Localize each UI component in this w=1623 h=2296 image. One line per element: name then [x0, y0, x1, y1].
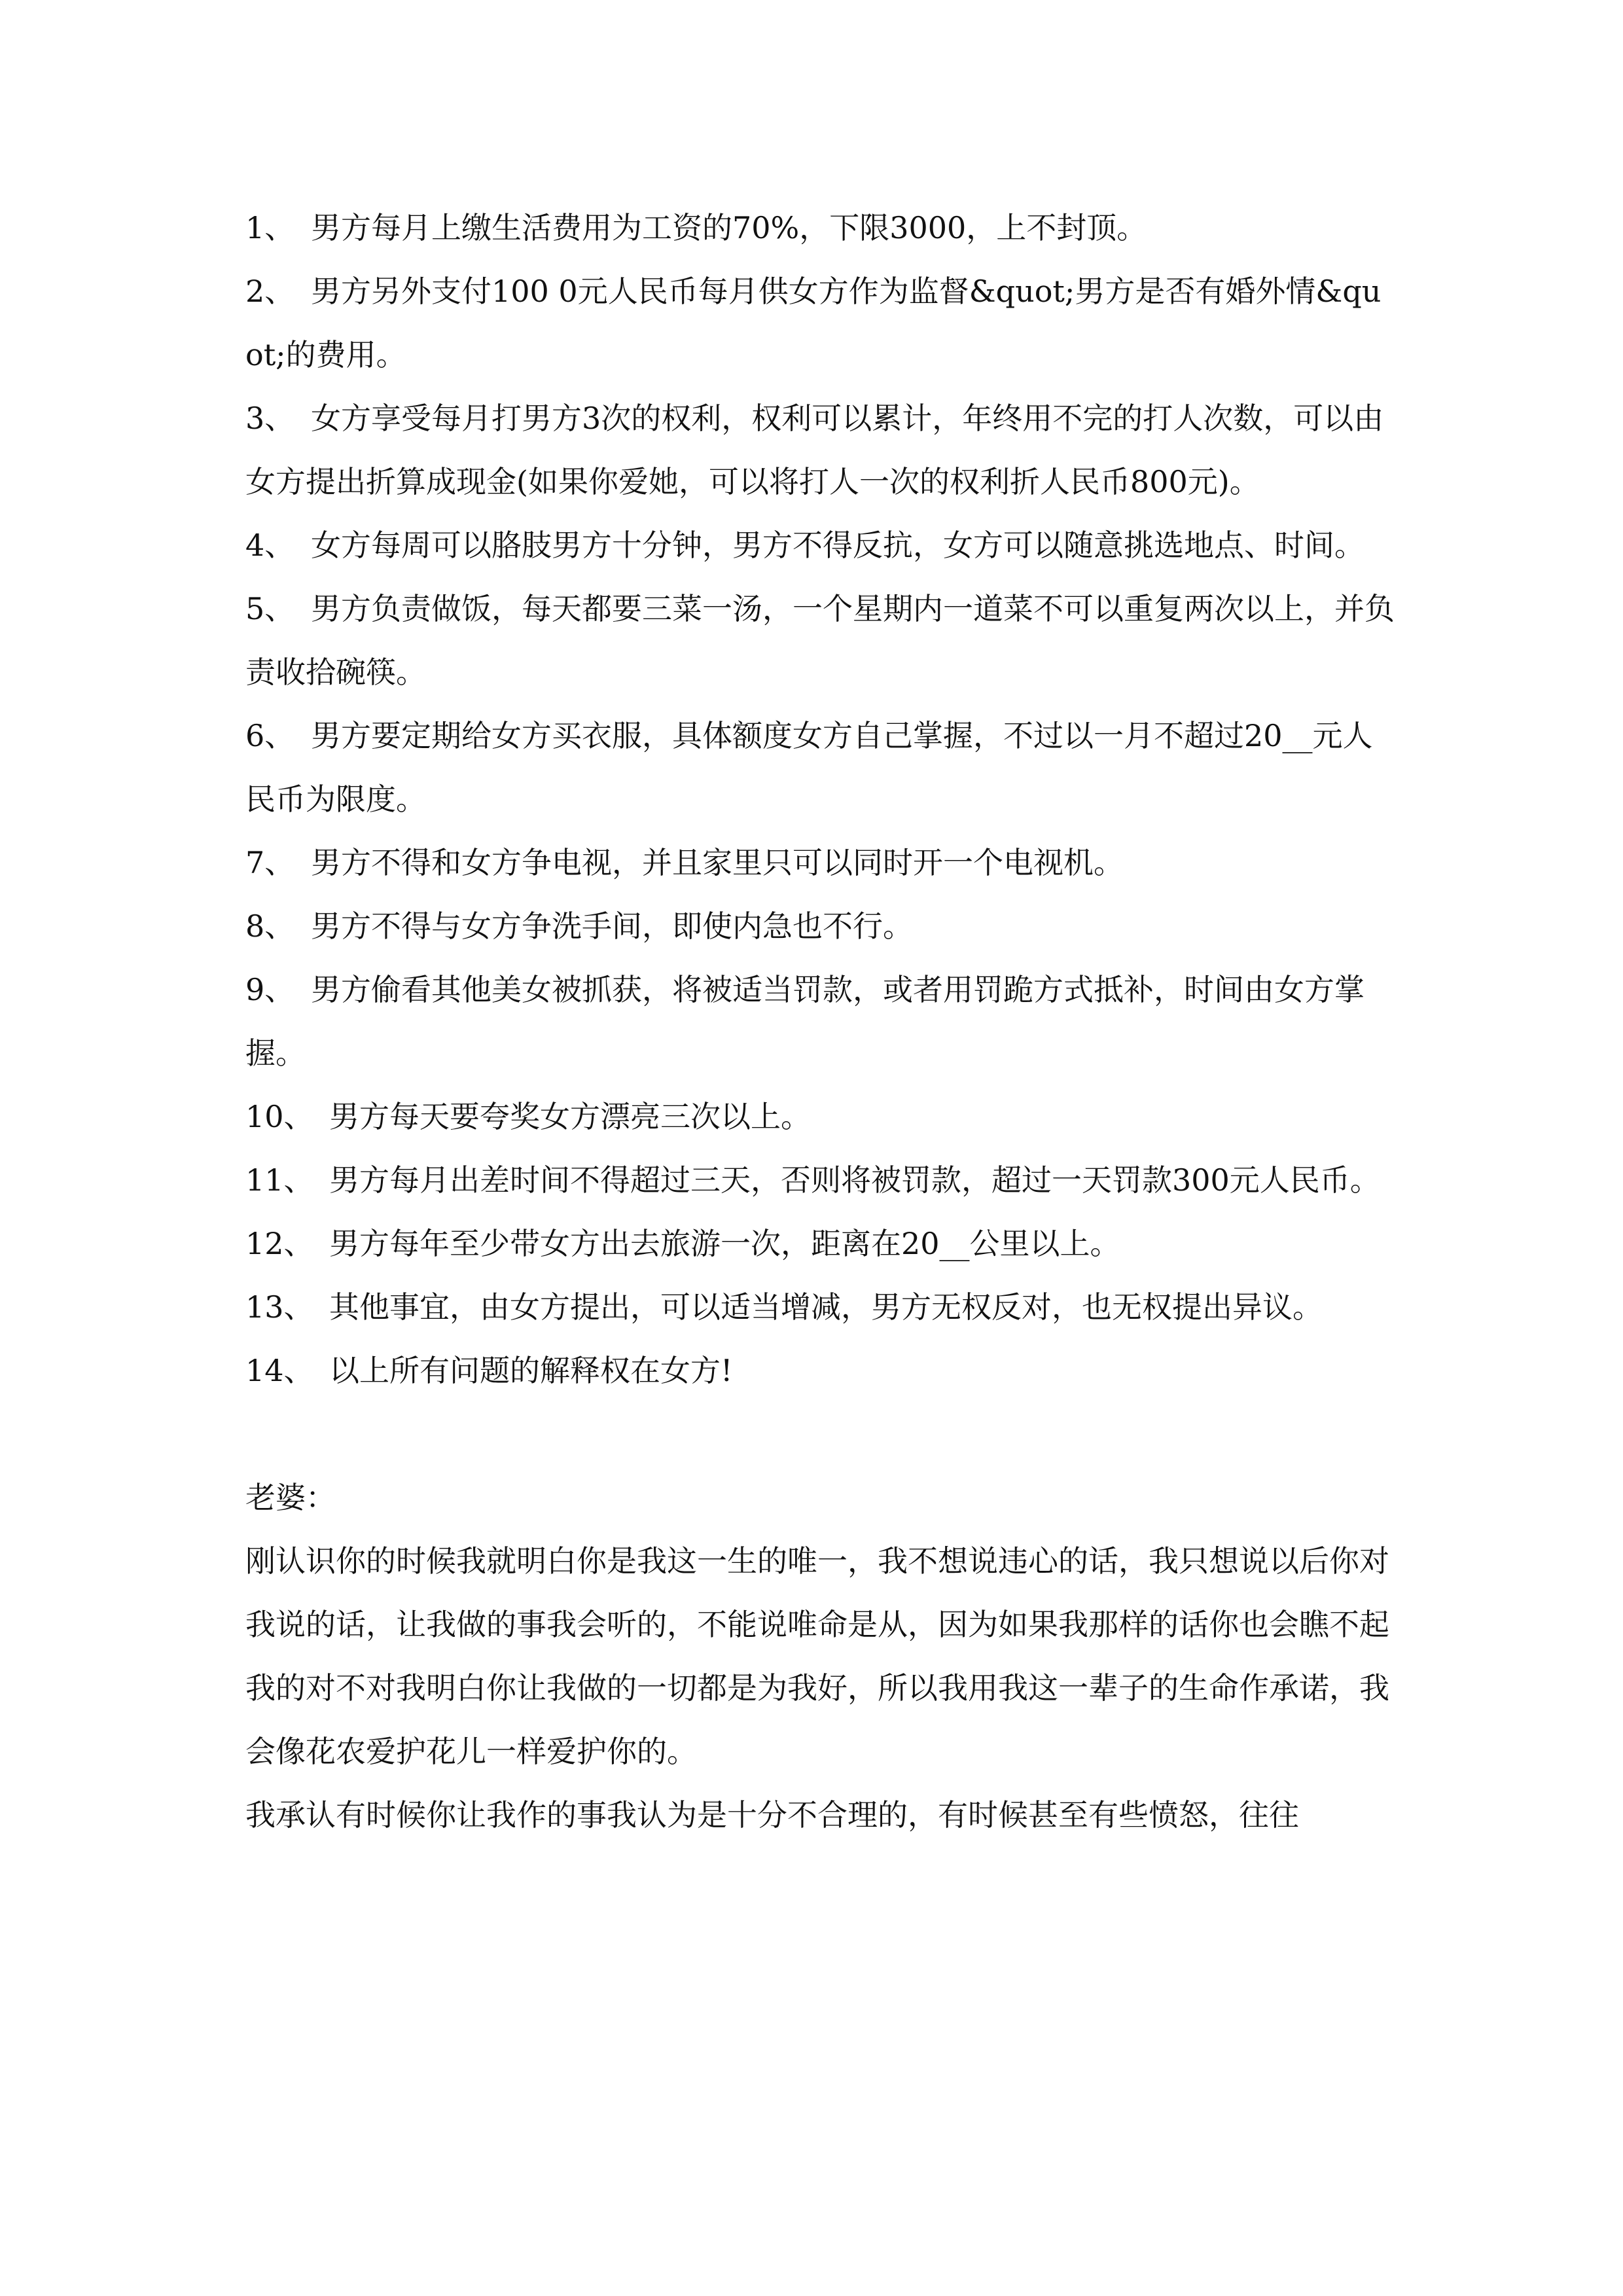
document-body: [245, 196, 1397, 1847]
item-number: 12、: [245, 1226, 314, 1261]
item-number: 1、: [245, 210, 295, 245]
item-number: 2、: [245, 274, 295, 309]
list-item: [245, 196, 1397, 260]
item-text: 男方偷看其他美女被抓获，将被适当罚款，或者用罚跪方式抵补，时间由女方掌握。: [245, 972, 1364, 1071]
section-spacer: [245, 1403, 1397, 1466]
item-text: 男方负责做饭，每天都要三菜一汤，一个星期内一道菜不可以重复两次以上，并负责收拾碗筷。: [245, 591, 1395, 690]
item-text: 女方享受每月打男方3次的权利，权利可以累计，年终用不完的打人次数，可以由女方提出折算成现金(如果你爱她，可以将打人一次的权利折人民币800元)。: [245, 401, 1384, 499]
item-number: 4、: [245, 528, 295, 563]
list-item: [245, 260, 1397, 387]
letter-paragraph: 我承认有时候你让我作的事我认为是十分不合理的，有时候甚至有些愤怒，往往: [245, 1797, 1299, 1833]
item-number: 5、: [245, 591, 295, 626]
list-item: [245, 958, 1397, 1085]
item-number: 7、: [245, 845, 295, 880]
item-number: 14、: [245, 1353, 314, 1388]
item-number: 11、: [245, 1162, 314, 1198]
list-item: [245, 895, 1397, 958]
item-number: 3、: [245, 401, 295, 436]
item-text: 男方不得与女方争洗手间，即使内急也不行。: [311, 908, 913, 944]
letter-paragraph: 刚认识你的时候我就明白你是我这一生的唯一，我不想说违心的话，我只想说以后你对我说的话，让我做的事我会听的，不能说唯命是从，因为如果我那样的话你也会瞧不起我的对不对我明白你让我做的一切都是为我好，所以我用我这一辈子的生命作承诺，我会像花农爱护花儿一样爱护你的。: [245, 1543, 1389, 1769]
item-text: 男方每天要夸奖女方漂亮三次以上。: [329, 1099, 811, 1134]
item-text: 其他事宜，由女方提出，可以适当增减，男方无权反对，也无权提出异议。: [329, 1289, 1323, 1325]
item-number: 8、: [245, 908, 295, 944]
item-text: 男方每月上缴生活费用为工资的70%，下限3000，上不封顶。: [311, 210, 1147, 245]
item-text: 男方每年至少带女方出去旅游一次，距离在20__公里以上。: [329, 1226, 1120, 1261]
item-text: 男方要定期给女方买衣服，具体额度女方自己掌握，不过以一月不超过20__元人民币为限度。: [245, 718, 1373, 817]
list-item: [245, 387, 1397, 514]
list-item: [245, 1149, 1397, 1212]
item-text: 以上所有问题的解释权在女方!: [329, 1353, 733, 1388]
list-item: [245, 831, 1397, 895]
item-text: 女方每周可以胳肢男方十分钟，男方不得反抗，女方可以随意挑选地点、时间。: [311, 528, 1364, 563]
list-item: [245, 1212, 1397, 1276]
list-item: [245, 1339, 1397, 1403]
item-number: 13、: [245, 1289, 314, 1325]
list-item: [245, 514, 1397, 577]
item-number: 9、: [245, 972, 295, 1007]
item-text: 男方不得和女方争电视，并且家里只可以同时开一个电视机。: [311, 845, 1124, 880]
list-item: [245, 704, 1397, 831]
item-text: 男方每月出差时间不得超过三天，否则将被罚款，超过一天罚款300元人民币。: [329, 1162, 1380, 1198]
list-item: [245, 1276, 1397, 1339]
item-text: 男方另外支付100 0元人民币每月供女方作为监督&quot;男方是否有婚外情&quot;的费用。: [245, 274, 1382, 372]
item-number: 6、: [245, 718, 295, 753]
list-item: [245, 577, 1397, 704]
letter-salutation: 老婆：: [245, 1480, 336, 1515]
list-item: [245, 1085, 1397, 1149]
item-number: 10、: [245, 1099, 314, 1134]
